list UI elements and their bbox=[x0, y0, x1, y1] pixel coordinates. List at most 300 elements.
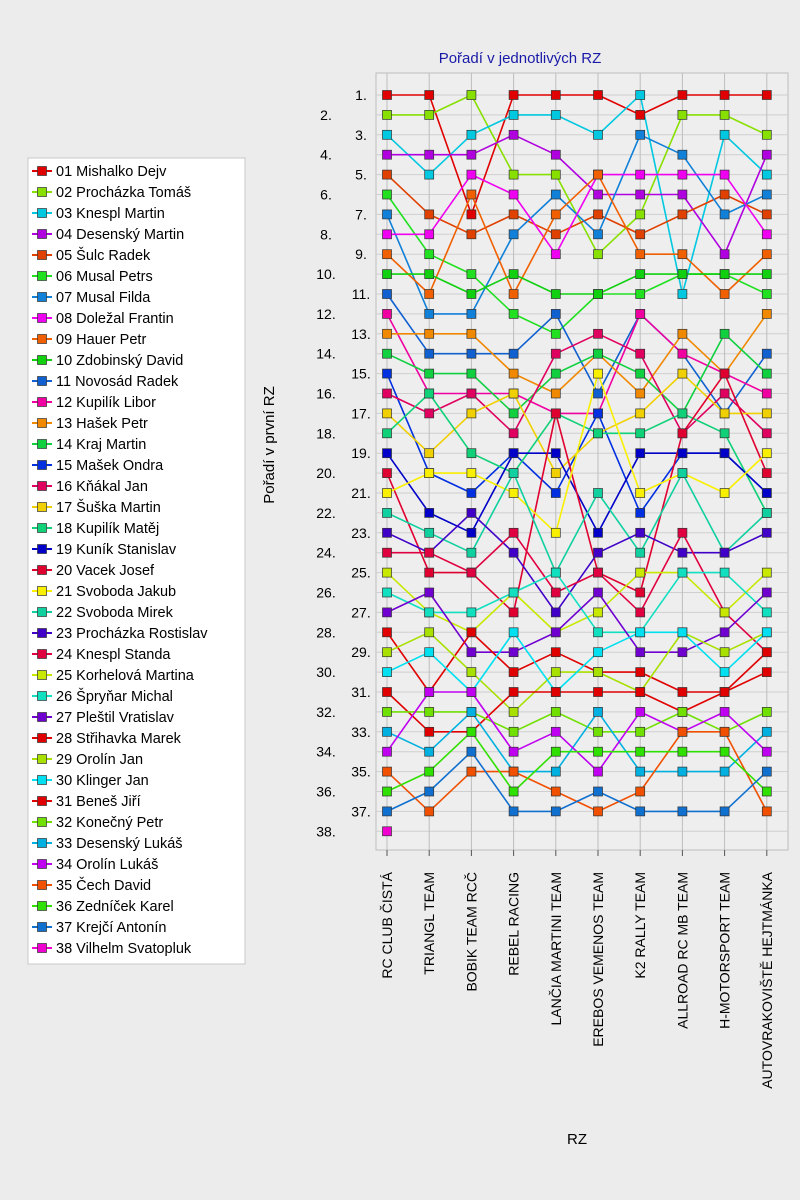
data-point-27-plestil-vratislav bbox=[467, 648, 476, 657]
data-point-15-masek-ondra bbox=[467, 489, 476, 498]
data-point-16-knakal-jan bbox=[509, 429, 518, 438]
data-point-06-musal-petrs bbox=[383, 190, 392, 199]
data-point-36-zednicek-karel bbox=[383, 787, 392, 796]
data-point-04-desensky-martin bbox=[425, 150, 434, 159]
legend-entry-30-klinger-jan: 30 Klinger Jan bbox=[56, 773, 149, 789]
data-point-30-klinger-jan bbox=[720, 668, 729, 677]
data-point-30-klinger-jan bbox=[425, 648, 434, 657]
x-tick-label-bobik-team-rcc: BOBIK TEAM RCČ bbox=[463, 872, 480, 992]
y-tick-label: 2. bbox=[320, 106, 332, 123]
data-point-37-krejci-antonin bbox=[762, 767, 771, 776]
data-point-34-orolin-lukas bbox=[720, 707, 729, 716]
legend-entry-22-svoboda-mirek: 22 Svoboda Mirek bbox=[56, 605, 173, 621]
legend-swatch-marker bbox=[38, 629, 47, 638]
legend-swatch-marker bbox=[38, 713, 47, 722]
data-point-22-svoboda-mirek bbox=[425, 528, 434, 537]
data-point-31-benes-jiri bbox=[551, 688, 560, 697]
data-point-04-desensky-martin bbox=[551, 150, 560, 159]
y-tick-label: 17. bbox=[351, 405, 371, 422]
data-point-05-sulc-radek bbox=[678, 210, 687, 219]
data-point-35-cech-david bbox=[636, 787, 645, 796]
legend-swatch-marker bbox=[38, 839, 47, 848]
data-point-29-orolin-jan bbox=[594, 668, 603, 677]
data-point-09-hauer-petr bbox=[551, 210, 560, 219]
y-tick-label: 12. bbox=[316, 305, 336, 322]
data-point-35-cech-david bbox=[425, 807, 434, 816]
legend-entry-08-dolezal-frantin: 08 Doležal Frantin bbox=[56, 311, 174, 327]
y-tick-label: 18. bbox=[316, 425, 336, 442]
data-point-37-krejci-antonin bbox=[720, 807, 729, 816]
data-point-22-svoboda-mirek bbox=[678, 469, 687, 478]
legend-swatch-marker bbox=[38, 272, 47, 281]
data-point-18-kupilik-matej bbox=[594, 429, 603, 438]
legend-entry-17-suska-martin: 17 Šuška Martin bbox=[56, 500, 161, 516]
data-point-19-kunik-stanislav bbox=[551, 449, 560, 458]
data-point-37-krejci-antonin bbox=[383, 807, 392, 816]
data-point-24-knespl-standa bbox=[383, 548, 392, 557]
data-point-06-musal-petrs bbox=[551, 329, 560, 338]
data-point-26-sprynar-michal bbox=[594, 628, 603, 637]
data-point-19-kunik-stanislav bbox=[678, 449, 687, 458]
data-point-04-desensky-martin bbox=[678, 190, 687, 199]
data-point-02-prochazka-tomas bbox=[509, 170, 518, 179]
data-point-01-mishalko-dejv bbox=[467, 210, 476, 219]
data-point-03-knespl-martin bbox=[720, 130, 729, 139]
data-point-05-sulc-radek bbox=[383, 170, 392, 179]
data-point-08-dolezal-frantin bbox=[467, 170, 476, 179]
data-point-14-kraj-martin bbox=[594, 349, 603, 358]
x-axis-ticks bbox=[379, 850, 775, 1089]
y-tick-label: 31. bbox=[351, 684, 371, 700]
data-point-30-klinger-jan bbox=[762, 628, 771, 637]
data-point-09-hauer-petr bbox=[425, 290, 434, 299]
y-tick-label: 21. bbox=[351, 485, 371, 501]
data-point-31-benes-jiri bbox=[383, 688, 392, 697]
y-tick-label: 37. bbox=[351, 803, 371, 820]
data-point-05-sulc-radek bbox=[467, 230, 476, 239]
legend-entry-27-plestil-vratislav: 27 Pleštil Vratislav bbox=[56, 710, 174, 726]
data-point-07-musal-filda bbox=[762, 190, 771, 199]
data-point-10-zdobinsky-david bbox=[467, 290, 476, 299]
data-point-35-cech-david bbox=[467, 767, 476, 776]
data-point-35-cech-david bbox=[678, 727, 687, 736]
y-tick-label: 1. bbox=[355, 87, 367, 103]
data-point-19-kunik-stanislav bbox=[636, 449, 645, 458]
data-point-21-svoboda-jakub bbox=[425, 469, 434, 478]
data-point-10-zdobinsky-david bbox=[509, 270, 518, 279]
data-point-23-prochazka-rostislav bbox=[509, 548, 518, 557]
data-point-33-desensky-lukas bbox=[383, 727, 392, 736]
data-point-26-sprynar-michal bbox=[678, 568, 687, 577]
data-point-17-suska-martin bbox=[762, 409, 771, 418]
y-tick-label: 38. bbox=[316, 823, 336, 840]
data-point-17-suska-martin bbox=[467, 409, 476, 418]
data-point-26-sprynar-michal bbox=[551, 568, 560, 577]
y-tick-label: 23. bbox=[351, 524, 371, 541]
data-point-10-zdobinsky-david bbox=[425, 270, 434, 279]
legend-entry-03-knespl-martin: 03 Knespl Martin bbox=[56, 206, 165, 222]
data-point-16-knakal-jan bbox=[551, 349, 560, 358]
data-point-30-klinger-jan bbox=[383, 668, 392, 677]
data-point-32-konecny-petr bbox=[594, 727, 603, 736]
data-point-28-strihavka-marek bbox=[509, 668, 518, 677]
legend-entry-37-krejci-antonin: 37 Krejčí Antonín bbox=[56, 920, 167, 936]
legend-entry-33-desensky-lukas: 33 Desenský Lukáš bbox=[56, 836, 183, 852]
data-point-13-hasek-petr bbox=[551, 389, 560, 398]
data-point-27-plestil-vratislav bbox=[678, 648, 687, 657]
data-point-30-klinger-jan bbox=[678, 628, 687, 637]
data-point-24-knespl-standa bbox=[425, 548, 434, 557]
y-tick-label: 16. bbox=[316, 385, 336, 402]
data-point-03-knespl-martin bbox=[762, 170, 771, 179]
data-point-36-zednicek-karel bbox=[509, 787, 518, 796]
legend-swatch-marker bbox=[38, 461, 47, 470]
y-tick-label: 35. bbox=[351, 763, 371, 780]
legend-entry-07-musal-filda: 07 Musal Filda bbox=[56, 290, 151, 306]
data-point-18-kupilik-matej bbox=[467, 449, 476, 458]
data-point-33-desensky-lukas bbox=[594, 707, 603, 716]
data-point-32-konecny-petr bbox=[425, 707, 434, 716]
data-point-07-musal-filda bbox=[678, 150, 687, 159]
data-point-13-hasek-petr bbox=[636, 389, 645, 398]
data-point-20-vacek-josef bbox=[551, 409, 560, 418]
data-point-31-benes-jiri bbox=[594, 688, 603, 697]
data-point-16-knakal-jan bbox=[720, 389, 729, 398]
data-point-22-svoboda-mirek bbox=[636, 548, 645, 557]
x-tick-label-k2-rally-team: K2 RALLY TEAM bbox=[632, 872, 649, 979]
y-tick-label: 25. bbox=[351, 564, 371, 581]
data-point-08-dolezal-frantin bbox=[636, 170, 645, 179]
data-point-04-desensky-martin bbox=[383, 150, 392, 159]
y-axis-ticks bbox=[316, 87, 370, 839]
data-point-22-svoboda-mirek bbox=[383, 508, 392, 517]
data-point-36-zednicek-karel bbox=[636, 747, 645, 756]
y-tick-label: 20. bbox=[316, 465, 336, 482]
data-point-22-svoboda-mirek bbox=[594, 489, 603, 498]
legend-swatch-marker bbox=[38, 293, 47, 302]
legend-entry-18-kupilik-matej: 18 Kupilík Matěj bbox=[56, 521, 160, 537]
data-point-09-hauer-petr bbox=[762, 250, 771, 259]
data-point-10-zdobinsky-david bbox=[762, 270, 771, 279]
legend-swatch-marker bbox=[38, 608, 47, 617]
data-point-33-desensky-lukas bbox=[762, 727, 771, 736]
data-point-27-plestil-vratislav bbox=[383, 608, 392, 617]
data-point-33-desensky-lukas bbox=[720, 767, 729, 776]
data-point-21-svoboda-jakub bbox=[762, 449, 771, 458]
data-point-35-cech-david bbox=[551, 787, 560, 796]
legend-swatch-marker bbox=[38, 482, 47, 491]
y-tick-label: 36. bbox=[316, 783, 336, 800]
y-tick-label: 24. bbox=[316, 544, 336, 561]
legend-swatch-marker bbox=[38, 335, 47, 344]
data-point-10-zdobinsky-david bbox=[551, 290, 560, 299]
data-point-16-knakal-jan bbox=[425, 409, 434, 418]
legend-swatch-marker bbox=[38, 440, 47, 449]
data-point-29-orolin-jan bbox=[467, 668, 476, 677]
legend-entry-35-cech-david: 35 Čech David bbox=[56, 878, 152, 894]
y-axis-label: Pořadí v první RZ bbox=[261, 386, 278, 504]
x-tick-label-h-motorsport-team: H-MOTORSPORT TEAM bbox=[716, 872, 733, 1029]
legend-entry-34-orolin-lukas: 34 Orolín Lukáš bbox=[56, 857, 159, 873]
x-axis-label: RZ bbox=[567, 1131, 587, 1148]
data-point-02-prochazka-tomas bbox=[594, 250, 603, 259]
legend-entry-25-korhelova-martina: 25 Korhelová Martina bbox=[56, 668, 194, 684]
data-point-09-hauer-petr bbox=[636, 250, 645, 259]
data-point-33-desensky-lukas bbox=[467, 707, 476, 716]
data-point-23-prochazka-rostislav bbox=[383, 528, 392, 537]
data-point-18-kupilik-matej bbox=[678, 409, 687, 418]
legend-entry-10-zdobinsky-david: 10 Zdobinský David bbox=[56, 353, 184, 369]
data-point-26-sprynar-michal bbox=[509, 588, 518, 597]
legend-swatch-marker bbox=[38, 209, 47, 218]
data-point-06-musal-petrs bbox=[425, 250, 434, 259]
data-point-34-orolin-lukas bbox=[636, 707, 645, 716]
legend-swatch-marker bbox=[38, 692, 47, 701]
legend-entry-28-strihavka-marek: 28 Střihavka Marek bbox=[56, 731, 181, 747]
y-tick-label: 32. bbox=[316, 703, 336, 720]
data-point-22-svoboda-mirek bbox=[509, 469, 518, 478]
data-point-11-novosad-radek bbox=[762, 349, 771, 358]
data-point-21-svoboda-jakub bbox=[594, 369, 603, 378]
data-point-03-knespl-martin bbox=[383, 130, 392, 139]
y-tick-label: 19. bbox=[351, 445, 371, 462]
data-point-34-orolin-lukas bbox=[383, 747, 392, 756]
data-point-08-dolezal-frantin bbox=[425, 230, 434, 239]
data-point-09-hauer-petr bbox=[509, 290, 518, 299]
data-point-17-suska-martin bbox=[383, 409, 392, 418]
data-point-31-benes-jiri bbox=[509, 688, 518, 697]
data-point-16-knakal-jan bbox=[383, 389, 392, 398]
legend-swatch-marker bbox=[38, 860, 47, 869]
data-point-19-kunik-stanislav bbox=[509, 449, 518, 458]
data-point-23-prochazka-rostislav bbox=[551, 608, 560, 617]
data-point-26-sprynar-michal bbox=[720, 568, 729, 577]
y-tick-label: 30. bbox=[316, 664, 336, 681]
legend-swatch-marker bbox=[38, 398, 47, 407]
legend-swatch-marker bbox=[38, 419, 47, 428]
legend-entry-20-vacek-josef: 20 Vacek Josef bbox=[56, 563, 155, 579]
legend-swatch-marker bbox=[38, 314, 47, 323]
data-point-30-klinger-jan bbox=[509, 628, 518, 637]
legend-swatch-marker bbox=[38, 797, 47, 806]
legend-entry-36-zednicek-karel: 36 Zedníček Karel bbox=[56, 899, 174, 915]
data-point-13-hasek-petr bbox=[467, 329, 476, 338]
data-point-04-desensky-martin bbox=[594, 190, 603, 199]
data-point-09-hauer-petr bbox=[383, 250, 392, 259]
data-point-28-strihavka-marek bbox=[383, 628, 392, 637]
legend-entry-02-prochazka-tomas: 02 Procházka Tomáš bbox=[56, 185, 192, 201]
legend-entry-14-kraj-martin: 14 Kraj Martin bbox=[56, 437, 147, 453]
data-point-05-sulc-radek bbox=[762, 210, 771, 219]
data-point-03-knespl-martin bbox=[678, 290, 687, 299]
data-point-19-kunik-stanislav bbox=[720, 449, 729, 458]
data-point-03-knespl-martin bbox=[594, 130, 603, 139]
data-point-01-mishalko-dejv bbox=[636, 110, 645, 119]
data-point-09-hauer-petr bbox=[467, 190, 476, 199]
data-point-19-kunik-stanislav bbox=[467, 528, 476, 537]
data-point-21-svoboda-jakub bbox=[636, 489, 645, 498]
data-point-05-sulc-radek bbox=[720, 190, 729, 199]
data-point-21-svoboda-jakub bbox=[551, 528, 560, 537]
data-point-32-konecny-petr bbox=[383, 707, 392, 716]
data-point-17-suska-martin bbox=[636, 409, 645, 418]
data-point-36-zednicek-karel bbox=[425, 767, 434, 776]
data-point-13-hasek-petr bbox=[509, 369, 518, 378]
data-point-37-krejci-antonin bbox=[509, 807, 518, 816]
data-point-06-musal-petrs bbox=[467, 270, 476, 279]
data-point-28-strihavka-marek bbox=[762, 648, 771, 657]
data-point-25-korhelova-martina bbox=[720, 608, 729, 617]
data-point-07-musal-filda bbox=[636, 130, 645, 139]
x-tick-label-erebos-vemenos-team: EREBOS VEMENOS TEAM bbox=[590, 872, 606, 1047]
data-point-36-zednicek-karel bbox=[678, 747, 687, 756]
data-point-24-knespl-standa bbox=[551, 588, 560, 597]
data-point-01-mishalko-dejv bbox=[509, 91, 518, 100]
data-point-07-musal-filda bbox=[594, 230, 603, 239]
data-point-25-korhelova-martina bbox=[594, 608, 603, 617]
legend-entry-26-sprynar-michal: 26 Špryňar Michal bbox=[56, 689, 173, 705]
data-point-31-benes-jiri bbox=[425, 727, 434, 736]
data-point-24-knespl-standa bbox=[467, 568, 476, 577]
data-point-20-vacek-josef bbox=[425, 568, 434, 577]
legend-swatch-marker bbox=[38, 188, 47, 197]
data-point-16-knakal-jan bbox=[467, 389, 476, 398]
data-point-03-knespl-martin bbox=[636, 91, 645, 100]
data-point-37-krejci-antonin bbox=[594, 787, 603, 796]
data-point-07-musal-filda bbox=[467, 309, 476, 318]
data-point-32-konecny-petr bbox=[762, 707, 771, 716]
data-point-04-desensky-martin bbox=[762, 150, 771, 159]
data-point-06-musal-petrs bbox=[509, 309, 518, 318]
data-point-08-dolezal-frantin bbox=[762, 230, 771, 239]
legend-entry-05-sulc-radek: 05 Šulc Radek bbox=[56, 248, 151, 264]
data-point-34-orolin-lukas bbox=[551, 727, 560, 736]
legend-entry-15-masek-ondra: 15 Mašek Ondra bbox=[56, 458, 164, 474]
data-point-15-masek-ondra bbox=[383, 369, 392, 378]
legend-swatch-marker bbox=[38, 545, 47, 554]
legend-swatch-marker bbox=[38, 587, 47, 596]
data-point-14-kraj-martin bbox=[509, 409, 518, 418]
data-point-11-novosad-radek bbox=[509, 349, 518, 358]
data-point-16-knakal-jan bbox=[762, 429, 771, 438]
legend-entry-09-hauer-petr: 09 Hauer Petr bbox=[56, 332, 147, 348]
legend-entry-16-knakal-jan: 16 Kňákal Jan bbox=[56, 479, 148, 495]
data-point-21-svoboda-jakub bbox=[383, 489, 392, 498]
y-tick-label: 6. bbox=[320, 186, 332, 203]
data-point-29-orolin-jan bbox=[720, 648, 729, 657]
legend-entry-13-hasek-petr: 13 Hašek Petr bbox=[56, 416, 148, 432]
data-point-38-vilhelm-svatopluk bbox=[383, 827, 392, 836]
data-point-32-konecny-petr bbox=[678, 707, 687, 716]
data-point-07-musal-filda bbox=[509, 230, 518, 239]
data-point-21-svoboda-jakub bbox=[509, 489, 518, 498]
data-point-02-prochazka-tomas bbox=[762, 130, 771, 139]
data-point-17-suska-martin bbox=[551, 469, 560, 478]
data-point-07-musal-filda bbox=[383, 210, 392, 219]
data-point-20-vacek-josef bbox=[678, 429, 687, 438]
data-point-05-sulc-radek bbox=[425, 210, 434, 219]
data-point-21-svoboda-jakub bbox=[467, 469, 476, 478]
data-point-27-plestil-vratislav bbox=[551, 628, 560, 637]
data-point-34-orolin-lukas bbox=[594, 767, 603, 776]
y-tick-label: 15. bbox=[351, 365, 371, 382]
y-tick-label: 13. bbox=[351, 325, 371, 342]
y-tick-label: 11. bbox=[351, 286, 371, 302]
data-point-01-mishalko-dejv bbox=[594, 91, 603, 100]
data-point-28-strihavka-marek bbox=[678, 688, 687, 697]
data-point-11-novosad-radek bbox=[383, 290, 392, 299]
data-point-36-zednicek-karel bbox=[551, 747, 560, 756]
data-point-37-krejci-antonin bbox=[551, 807, 560, 816]
data-point-14-kraj-martin bbox=[551, 369, 560, 378]
data-point-36-zednicek-karel bbox=[720, 747, 729, 756]
data-point-02-prochazka-tomas bbox=[636, 210, 645, 219]
data-point-37-krejci-antonin bbox=[678, 807, 687, 816]
data-point-23-prochazka-rostislav bbox=[678, 548, 687, 557]
data-point-17-suska-martin bbox=[720, 409, 729, 418]
data-point-34-orolin-lukas bbox=[467, 688, 476, 697]
data-point-21-svoboda-jakub bbox=[720, 489, 729, 498]
y-tick-label: 34. bbox=[316, 743, 336, 760]
data-point-02-prochazka-tomas bbox=[383, 110, 392, 119]
data-point-26-sprynar-michal bbox=[762, 608, 771, 617]
data-point-36-zednicek-karel bbox=[762, 787, 771, 796]
data-point-19-kunik-stanislav bbox=[594, 528, 603, 537]
data-point-03-knespl-martin bbox=[509, 110, 518, 119]
data-point-31-benes-jiri bbox=[720, 688, 729, 697]
data-point-14-kraj-martin bbox=[762, 369, 771, 378]
data-point-27-plestil-vratislav bbox=[720, 628, 729, 637]
legend-swatch-marker bbox=[38, 251, 47, 260]
legend-swatch-marker bbox=[38, 818, 47, 827]
data-point-37-krejci-antonin bbox=[425, 787, 434, 796]
data-point-01-mishalko-dejv bbox=[762, 91, 771, 100]
legend-swatch-marker bbox=[38, 902, 47, 911]
data-point-03-knespl-martin bbox=[551, 110, 560, 119]
data-point-31-benes-jiri bbox=[636, 688, 645, 697]
data-point-27-plestil-vratislav bbox=[594, 588, 603, 597]
data-point-34-orolin-lukas bbox=[509, 747, 518, 756]
data-point-11-novosad-radek bbox=[467, 349, 476, 358]
data-point-34-orolin-lukas bbox=[762, 747, 771, 756]
legend-swatch-marker bbox=[38, 650, 47, 659]
data-point-32-konecny-petr bbox=[636, 727, 645, 736]
data-point-13-hasek-petr bbox=[678, 329, 687, 338]
data-point-17-suska-martin bbox=[678, 369, 687, 378]
data-point-24-knespl-standa bbox=[509, 528, 518, 537]
data-point-09-hauer-petr bbox=[720, 290, 729, 299]
data-point-01-mishalko-dejv bbox=[720, 91, 729, 100]
data-point-01-mishalko-dejv bbox=[551, 91, 560, 100]
legend-swatch-marker bbox=[38, 734, 47, 743]
data-point-35-cech-david bbox=[720, 727, 729, 736]
data-point-14-kraj-martin bbox=[636, 369, 645, 378]
legend-swatch-marker bbox=[38, 230, 47, 239]
data-point-02-prochazka-tomas bbox=[467, 91, 476, 100]
data-point-22-svoboda-mirek bbox=[762, 508, 771, 517]
data-point-01-mishalko-dejv bbox=[678, 91, 687, 100]
data-point-12-kupilik-libor bbox=[762, 389, 771, 398]
data-point-05-sulc-radek bbox=[594, 210, 603, 219]
data-point-19-kunik-stanislav bbox=[762, 489, 771, 498]
data-point-10-zdobinsky-david bbox=[594, 290, 603, 299]
legend-entry-21-svoboda-jakub: 21 Svoboda Jakub bbox=[56, 584, 177, 600]
y-tick-label: 10. bbox=[316, 266, 336, 283]
data-point-23-prochazka-rostislav bbox=[594, 548, 603, 557]
y-tick-label: 3. bbox=[355, 126, 367, 143]
data-point-36-zednicek-karel bbox=[467, 727, 476, 736]
data-point-26-sprynar-michal bbox=[383, 588, 392, 597]
